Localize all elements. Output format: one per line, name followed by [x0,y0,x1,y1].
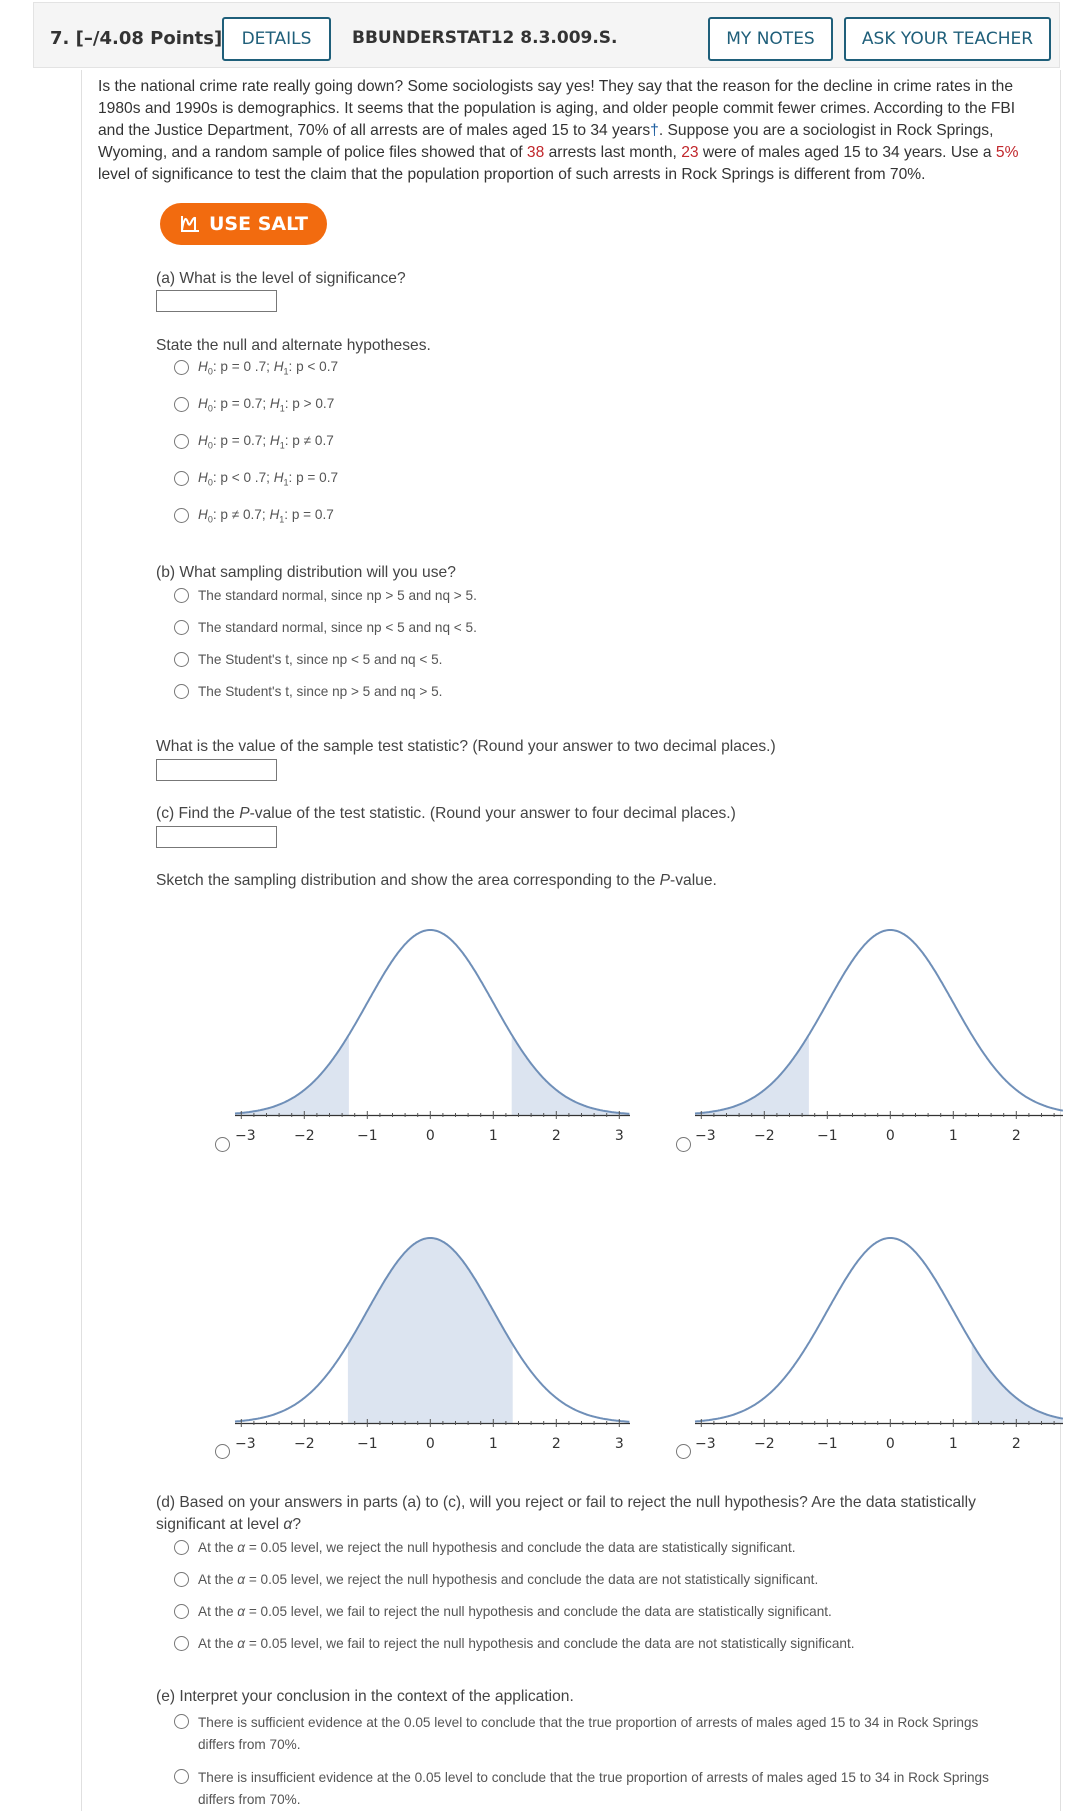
use-salt-button[interactable] [160,203,327,245]
question-number-points: 7. [–/4.08 Points] [50,28,223,49]
radio-button[interactable] [174,684,189,699]
hypothesis-option-3[interactable]: $H_0$: p = 0.7; $H_1$: p ≠ 0.7 [174,433,334,451]
radio-button[interactable] [174,434,189,449]
radio-button[interactable] [174,1572,189,1587]
distribution-chart-middle [230,1208,630,1463]
conclusion-option-1[interactable]: At the α = 0.05 level, we reject the null hypothesis and conclude the data are statistically significant. [174,1540,796,1555]
tick-label: 1 [488,1128,498,1144]
radio-button[interactable] [174,1540,189,1555]
tick-label: −2 [753,1128,775,1144]
radio-button[interactable] [174,471,189,486]
chart-option-3-radio[interactable] [215,1444,230,1459]
details-button[interactable]: DETAILS [222,17,331,61]
use-salt-label: USE SALT [208,213,309,235]
distribution-option-4[interactable]: The Student's t, since np > 5 and nq > 5. [174,684,442,699]
distribution-option-3[interactable]: The Student's t, since np < 5 and nq < 5. [174,652,442,667]
tick-label: −2 [293,1436,315,1452]
distribution-chart-right-tail [690,1208,1063,1463]
test-statistic-question: What is the value of the sample test statistic? (Round your answer to two decimal places.) [156,738,776,755]
tick-label: −3 [234,1128,256,1144]
part-a-question: (a) What is the level of significance? [156,270,406,287]
tick-label: −3 [234,1436,256,1452]
radio-button[interactable] [174,508,189,523]
chart-option-1-radio[interactable] [215,1137,230,1152]
hypothesis-option-1[interactable]: $H_0$: p = 0 .7; $H_1$: p < 0.7 [174,359,338,377]
part-b-question: (b) What sampling distribution will you use? [156,564,456,581]
ask-your-teacher-button[interactable]: ASK YOUR TEACHER [844,17,1051,61]
interpretation-option-1[interactable]: There is sufficient evidence at the 0.05 level to conclude that the true proportion of arrests of males aged 15 to 34 in Rock Springs differs from 70%. [174,1712,978,1756]
radio-button[interactable] [174,1769,189,1784]
radio-button[interactable] [174,360,189,375]
p-value-shaded-area [235,1036,348,1116]
conclusion-option-4[interactable]: At the α = 0.05 level, we fail to reject the null hypothesis and conclude the data are not statistically significant. [174,1636,855,1651]
tick-label: −3 [694,1436,716,1452]
radio-button[interactable] [174,397,189,412]
radio-button[interactable] [174,620,189,635]
part-e-question: (e) Interpret your conclusion in the context of the application. [156,1688,574,1705]
radio-button[interactable] [174,588,189,603]
tick-label: −3 [694,1128,716,1144]
tick-label: 2 [1011,1128,1021,1144]
significance-level-input[interactable] [156,290,277,312]
tick-label: 3 [614,1436,624,1452]
salt-chart-icon [179,214,201,234]
footnote-dagger[interactable]: † [650,122,659,139]
tick-label: −1 [356,1436,378,1452]
distribution-option-1[interactable]: The standard normal, since np > 5 and nq > 5. [174,588,477,603]
hypotheses-question: State the null and alternate hypotheses. [156,337,431,354]
tick-label: −1 [356,1128,378,1144]
tick-label: 0 [425,1128,435,1144]
test-statistic-input[interactable] [156,759,277,781]
p-value-shaded-area [512,1036,630,1116]
radio-button[interactable] [174,652,189,667]
radio-button[interactable] [174,1636,189,1651]
tick-label: −1 [816,1128,838,1144]
distribution-chart-two-tail [230,900,630,1155]
radio-button[interactable] [174,1604,189,1619]
tick-label: 0 [885,1128,895,1144]
tick-label: 1 [488,1436,498,1452]
tick-label: 2 [551,1128,561,1144]
tick-label: 1 [948,1436,958,1452]
hypothesis-option-4[interactable]: $H_0$: p < 0 .7; $H_1$: p = 0.7 [174,470,338,488]
tick-label: 1 [948,1128,958,1144]
hypothesis-option-2[interactable]: $H_0$: p = 0.7; $H_1$: p > 0.7 [174,396,334,414]
chart-option-2-radio[interactable] [676,1137,691,1152]
tick-label: −2 [753,1436,775,1452]
tick-label: 0 [425,1436,435,1452]
n-males-value: 23 [681,144,699,161]
tick-label: −1 [816,1436,838,1452]
radio-button[interactable] [174,1714,189,1729]
normal-curve [235,930,629,1114]
conclusion-option-3[interactable]: At the α = 0.05 level, we fail to reject the null hypothesis and conclude the data are statistically significant. [174,1604,832,1619]
question-code: BBUNDERSTAT12 8.3.009.S. [352,28,618,48]
n-arrests-value: 38 [526,144,545,161]
part-c-question: (c) Find the P-value of the test statistic. (Round your answer to four decimal places.) [156,805,736,822]
problem-statement: Is the national crime rate really going down? Some sociologists say yes! They say that the reason for the decline in crime rates in the 1980s and 1990s is demographics. It seems that the population is aging, and older people commit fewer crimes. According to the FBI and the Justice Department, 70% of all arrests are of males aged 15 to 34 years†. Suppose you are a sociologist in Rock Springs, Wyoming, and a random sample of police files showed that of 38 arrests last month, 23 were of males aged 15 to 34 years. Use a 5% level of significance to test the claim that the population proportion of such arrests in Rock Springs is different from 70%. [98,78,1019,183]
interpretation-option-2[interactable]: There is insufficient evidence at the 0.05 level to conclude that the true proportion of arrests of males aged 15 to 34 in Rock Springs differs from 70%. [174,1767,989,1811]
alpha-percent-value: 5% [995,144,1019,161]
part-d-question: (d) Based on your answers in parts (a) to (c), will you reject or fail to reject the null hypothesis? Are the data statistically significant at level α? [156,1494,976,1533]
distribution-option-2[interactable]: The standard normal, since np < 5 and nq < 5. [174,620,477,635]
tick-label: 2 [1011,1436,1021,1452]
distribution-chart-left-tail [690,900,1063,1155]
sketch-question: Sketch the sampling distribution and show the area corresponding to the P-value. [156,872,717,889]
hypothesis-option-5[interactable]: $H_0$: p ≠ 0.7; $H_1$: p = 0.7 [174,507,334,525]
tick-label: 3 [614,1128,624,1144]
p-value-shaded-area [348,1238,512,1423]
my-notes-button[interactable]: MY NOTES [708,17,833,61]
chart-option-4-radio[interactable] [676,1444,691,1459]
p-value-shaded-area [695,1036,808,1116]
p-value-shaded-area [972,1344,1063,1424]
tick-label: 2 [551,1436,561,1452]
tick-label: −2 [293,1128,315,1144]
normal-curve [695,930,1063,1114]
tick-label: 0 [885,1436,895,1452]
p-value-input[interactable] [156,826,277,848]
conclusion-option-2[interactable]: At the α = 0.05 level, we reject the null hypothesis and conclude the data are not statistically significant. [174,1572,818,1587]
content-border-left [81,70,82,1811]
